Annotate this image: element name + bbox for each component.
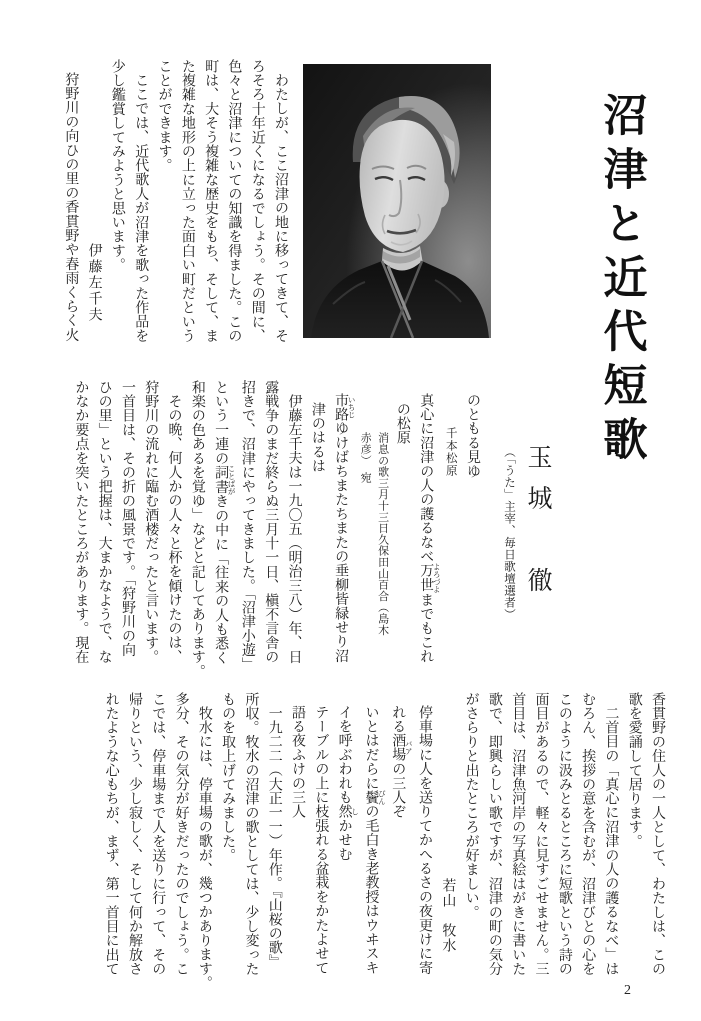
- text-column: ここでは、近代歌人が沼津を歌った作品を: [133, 73, 149, 343]
- poem-line: 津のはるは: [309, 402, 325, 473]
- text-column: 少し鑑賞してみようと思います。: [109, 59, 125, 272]
- poem-line: [332, 692, 359, 996]
- text-column: がさらりと出たところが好ましい。: [463, 692, 479, 920]
- text-column: かなか要点を突いたところがあります。現在: [73, 380, 89, 664]
- text-column: 歌を愛誦して居ります。: [626, 692, 642, 849]
- ruby-text: し: [350, 804, 360, 819]
- text-column: ことができます。: [156, 59, 172, 173]
- poem-line: [414, 380, 441, 682]
- poem-line: [329, 380, 356, 682]
- poem-text: 真心に沼津の人の護るなべ: [418, 393, 434, 564]
- text-column: 歌で、即興らしい歌ですが、沼津の町の気分: [486, 692, 502, 976]
- text-column: 二首目の「真心に沼津の人の護るなべ」は: [603, 706, 619, 976]
- ruby-text: バア: [404, 733, 414, 762]
- poem-attribution: 伊藤左千夫: [86, 243, 102, 323]
- furigana-ruby: [363, 789, 387, 805]
- text-column: 面目があるので、軽々に見すごせません。三: [533, 692, 549, 976]
- text-column: 招きで、沼津にやってきました。「沼津小遊」: [239, 380, 255, 672]
- portrait-photo: [303, 64, 491, 338]
- text-column: このように汲みとるところに短歌という詩の: [556, 692, 572, 976]
- text-column: 和楽の色あるを覚ゆ」などと記してあります。: [189, 380, 205, 679]
- ruby-base: 詞書: [213, 464, 229, 495]
- ruby-base: 万世: [418, 563, 434, 594]
- text-column: ものを取上げてみました。: [220, 692, 236, 863]
- poem-text: までもこれ: [418, 592, 434, 664]
- text-column: 伊藤左千夫は一九〇五（明治三八）年、日: [286, 394, 302, 664]
- ruby-text: よろづよ: [432, 563, 442, 594]
- furigana-ruby: [390, 733, 414, 762]
- poem-attribution: 若山 牧水: [440, 878, 456, 953]
- text-column: 首目は、沼津魚河岸の写真絵はがきに書いた: [510, 692, 526, 976]
- poem-text: いとはだらに: [363, 705, 379, 791]
- author-name: 玉城 徹: [524, 444, 551, 608]
- author-note: （「うた」主宰、毎日歌壇選者）: [503, 446, 515, 621]
- body-text: という一連の: [213, 380, 229, 466]
- furigana-ruby: [213, 464, 237, 495]
- poem-note: 赤彦） 宛: [359, 432, 372, 483]
- text-column: 町は、大そう複雑な歴史をもち、そして、ま: [203, 59, 219, 343]
- poem-line: [386, 692, 413, 996]
- text-column: 帰りという、少し寂しく、そして何か解放さ: [126, 692, 142, 976]
- body-text: きの中に「往来の人も悉く: [213, 494, 229, 665]
- text-column: ろそろ十年近くになるでしょう。その間に、: [249, 59, 265, 343]
- poem-line: 語る夜ふけの三人: [290, 705, 306, 819]
- poem-text: かせむ: [336, 818, 352, 862]
- poem-text: れる: [390, 705, 406, 734]
- poem-heading: 千本松原: [444, 427, 457, 477]
- author-block: [498, 438, 554, 688]
- ruby-text: ことばが: [227, 464, 237, 495]
- text-column: 牧水には、停車場の歌が、幾つかあります。: [196, 706, 212, 990]
- poem-line: 狩野川の向ひの里の香貫野や春雨くらく火: [63, 72, 79, 342]
- furigana-ruby: [336, 804, 360, 819]
- poem-line: [359, 692, 386, 996]
- poem-line: テーブルの上に枝張れる盆栽をかたよせて: [313, 705, 329, 975]
- furigana-ruby: [418, 563, 442, 594]
- poem-line: のともる見ゆ: [465, 393, 480, 479]
- poem-note: 消息の歌三月十三日久保田山百合（島木: [376, 432, 389, 636]
- bottom-section: [35, 692, 669, 996]
- text-column: 狩野川の流れに臨む酒楼だったと言います。: [143, 380, 159, 664]
- ruby-base: 酒場: [390, 733, 406, 762]
- poem-text: ゆけばちまたちまたの垂柳皆緑せり沼: [333, 421, 349, 663]
- text-column: [209, 380, 236, 682]
- text-column: 色々と沼津についての知識を得ました。この: [226, 59, 242, 343]
- text-column: 多分、その気分が好きだったのでしょう。こ: [173, 692, 189, 976]
- text-column: 一首目は、その折の風景です。「狩野川の向: [119, 380, 135, 657]
- article-title: 沼津と近代短歌: [596, 92, 646, 470]
- ruby-base: 鬢: [363, 789, 379, 805]
- portrait-photo-art: [303, 64, 491, 338]
- text-column: その晩、何人かの人々と杯を傾けたのは、: [166, 394, 182, 664]
- text-column: 香貫野の住人の一人として、わたしは、この: [650, 692, 665, 976]
- middle-section: [40, 380, 484, 682]
- poem-text: の三人ぞ: [390, 761, 406, 819]
- page-number: 2: [624, 983, 631, 998]
- text-column: 露戦争のまだ終らぬ三月十一日、槇不言舎の: [263, 380, 279, 664]
- text-column: わたしが、ここ沼津の地に移ってきて、そ: [273, 73, 288, 343]
- text-column: 所収。牧水の沼津の歌としては、少し変った: [243, 692, 259, 976]
- ruby-base: 市路: [333, 393, 349, 422]
- ruby-text: びん: [377, 789, 387, 805]
- text-column: ひの里」という把握は、大まかなようで、な: [96, 380, 112, 664]
- furigana-ruby: [333, 393, 357, 422]
- text-column: 一九二二（大正一一）年作。『山桜の歌』: [266, 706, 282, 969]
- text-column: た複雑な地形の上に立った面白い町だという: [179, 59, 195, 343]
- poem-text: の毛白き老教授はウヰスキ: [363, 804, 379, 975]
- text-column: こでは、停車場まで人を送りに行って、その: [150, 692, 166, 976]
- poem-line: の松原: [394, 402, 410, 445]
- ruby-base: 然: [336, 804, 352, 819]
- intro-section: [45, 59, 292, 361]
- text-column: れたような心もちが、まず、第一首目に出て: [103, 692, 119, 976]
- text-column: むろん、挨拶の意を含むが、沼津びとの心を: [580, 692, 596, 976]
- ruby-text: いちじ: [347, 393, 357, 422]
- poem-text: イを呼ぶわれも: [336, 705, 352, 805]
- poem-line: 停車場に人を送りてかへるさの夜更けに寄: [417, 705, 433, 975]
